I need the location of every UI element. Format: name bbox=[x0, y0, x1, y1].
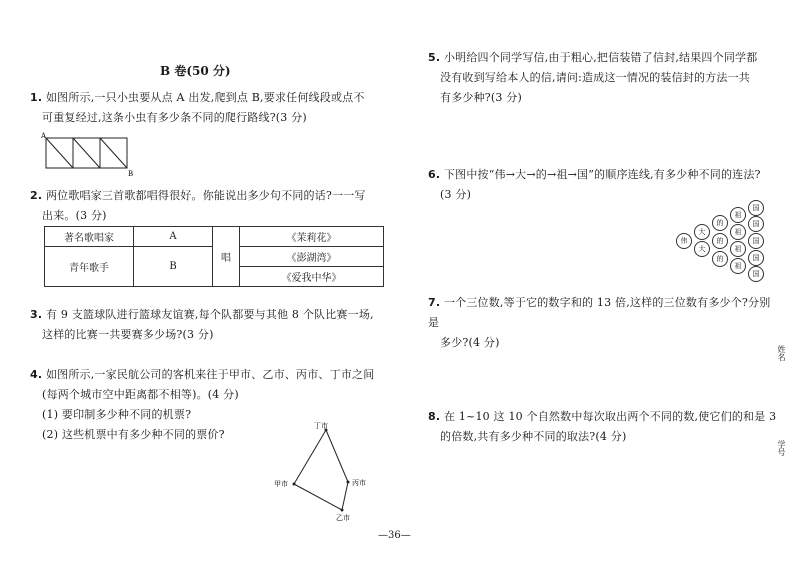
margin-label-name: 姓名 bbox=[777, 345, 786, 361]
sing-cell: 唱 bbox=[213, 227, 240, 287]
question-number: 2. bbox=[30, 189, 43, 202]
question-number: 3. bbox=[30, 308, 43, 321]
char-node: 国 bbox=[748, 216, 764, 232]
role-cell: 著名歌唱家 bbox=[45, 227, 134, 247]
question-text: 两位歌唱家三首歌都唱得很好。你能说出多少句不同的话?一一写 bbox=[45, 189, 366, 202]
singer-cell: A bbox=[134, 227, 213, 247]
question-number: 8. bbox=[428, 410, 441, 423]
margin-label-id: 学号 bbox=[777, 440, 786, 456]
sub-question: (1) 要印制多少种不同的机票? bbox=[42, 408, 192, 421]
question-8 bbox=[428, 407, 778, 447]
question-text: 如图所示,一家民航公司的客机来往于甲市、乙市、丙市、丁市之间 bbox=[45, 368, 375, 381]
question-text: 可重复经过,这条小虫有多少条不同的爬行路线?(3 分) bbox=[42, 111, 307, 124]
char-node: 国 bbox=[748, 233, 764, 249]
question-text: 的倍数,共有多少种不同的取法?(4 分) bbox=[440, 430, 627, 443]
question-number: 5. bbox=[428, 51, 441, 64]
question-text: 有 9 支篮球队进行篮球友谊赛,每个队都要与其他 8 个队比赛一场, bbox=[45, 308, 374, 321]
question-text: 多少?(4 分) bbox=[440, 336, 500, 349]
question-1 bbox=[30, 88, 385, 128]
page-number: —36— bbox=[378, 530, 411, 541]
cities-figure bbox=[270, 418, 390, 523]
char-node: 祖 bbox=[730, 241, 746, 257]
song-cell: 《茉莉花》 bbox=[240, 227, 384, 247]
question-text: 小明给四个同学写信,由于粗心,把信装错了信封,结果四个同学都 bbox=[443, 51, 758, 64]
char-node: 祖 bbox=[730, 258, 746, 274]
character-pyramid bbox=[676, 200, 776, 280]
song-cell: 《爱我中华》 bbox=[240, 267, 384, 287]
question-text: 如图所示,一只小虫要从点 A 出发,爬到点 B,要求任何线段或点不 bbox=[45, 91, 365, 104]
question-2 bbox=[30, 186, 385, 226]
label-b: B bbox=[128, 170, 134, 178]
role-cell: 青年歌手 bbox=[45, 247, 134, 287]
label-a: A bbox=[41, 132, 47, 140]
char-node: 大 bbox=[694, 224, 710, 240]
question-6 bbox=[428, 165, 778, 205]
singer-cell: B bbox=[134, 247, 213, 287]
question-number: 1. bbox=[30, 91, 43, 104]
section-title: B 卷(50 分) bbox=[160, 64, 231, 78]
char-node: 祖 bbox=[730, 207, 746, 223]
question-text: 出来。(3 分) bbox=[42, 209, 107, 222]
char-node: 大 bbox=[694, 241, 710, 257]
question-text: (每两个城市空中距离都不相等)。(4 分) bbox=[42, 388, 239, 401]
char-node: 伟 bbox=[676, 233, 692, 249]
city-jia: 甲市 bbox=[274, 480, 288, 488]
songs-table bbox=[44, 226, 384, 287]
question-number: 6. bbox=[428, 168, 441, 181]
char-node: 的 bbox=[712, 251, 728, 267]
char-node: 的 bbox=[712, 233, 728, 249]
question-3 bbox=[30, 305, 390, 345]
question-5 bbox=[428, 48, 778, 108]
char-node: 国 bbox=[748, 200, 764, 216]
question-text: 在 1~10 这 10 个自然数中每次取出两个不同的数,使它们的和是 3 bbox=[443, 410, 777, 423]
city-yi: 乙市 bbox=[336, 514, 350, 522]
question-number: 7. bbox=[428, 296, 441, 309]
sub-question: (2) 这些机票中有多少种不同的票价? bbox=[42, 428, 225, 441]
question-text: 没有收到写给本人的信,请问:造成这一情况的装信封的方法一共 bbox=[440, 71, 751, 84]
question-text: 有多少种?(3 分) bbox=[440, 91, 522, 104]
char-node: 的 bbox=[712, 215, 728, 231]
city-bing: 丙市 bbox=[352, 479, 366, 487]
char-node: 国 bbox=[748, 266, 764, 282]
song-cell: 《澎湖湾》 bbox=[240, 247, 384, 267]
grid-figure bbox=[40, 130, 135, 180]
city-ding: 丁市 bbox=[314, 422, 328, 430]
question-text: 下图中按“伟→大→的→祖→国”的顺序连线,有多少种不同的连法? bbox=[443, 168, 761, 181]
question-text: (3 分) bbox=[440, 188, 472, 201]
question-text: 这样的比赛一共要赛多少场?(3 分) bbox=[42, 328, 214, 341]
char-node: 祖 bbox=[730, 224, 746, 240]
question-number: 4. bbox=[30, 368, 43, 381]
question-text: 一个三位数,等于它的数字和的 13 倍,这样的三位数有多少个?分别是 bbox=[428, 296, 771, 329]
question-7 bbox=[428, 293, 778, 353]
char-node: 国 bbox=[748, 250, 764, 266]
